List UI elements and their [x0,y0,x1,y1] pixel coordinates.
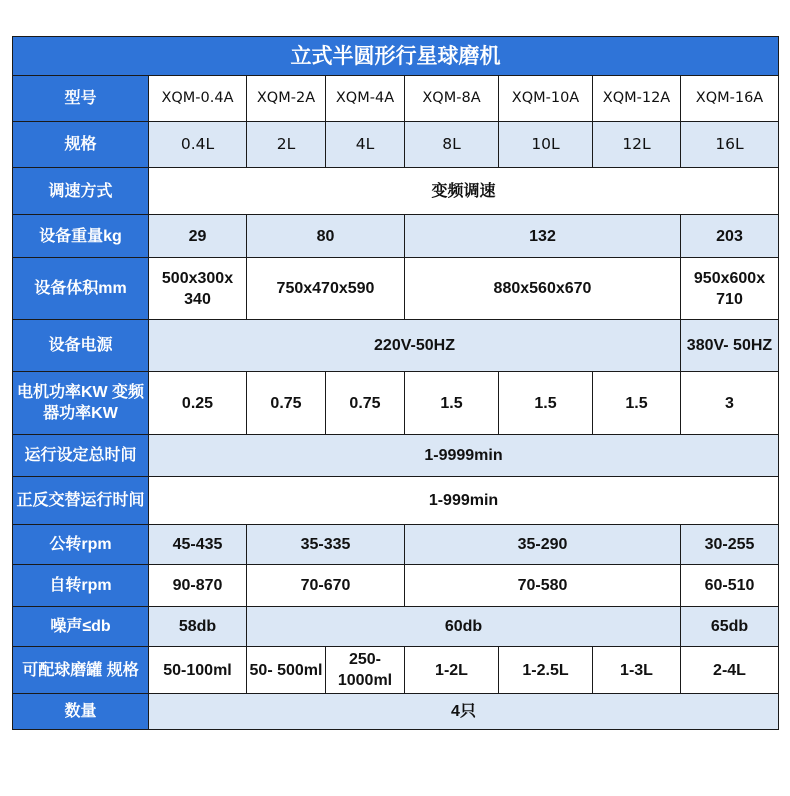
row-label: 设备重量kg [13,215,149,258]
cell: XQM-2A [247,76,326,122]
row-label: 设备电源 [13,320,149,372]
cell: 500x300x 340 [149,258,247,320]
cell: 1-3L [593,647,681,694]
row-label: 自转rpm [13,565,149,607]
cell: XQM-10A [499,76,593,122]
row-label: 噪声≤db [13,607,149,647]
cell: 250- 1000ml [326,647,405,694]
cell: 8L [405,122,499,168]
cell: 0.4L [149,122,247,168]
row-label: 规格 [13,122,149,168]
row-power [13,372,779,435]
cell: 35-290 [405,525,681,565]
cell: 10L [499,122,593,168]
cell: 950x600x 710 [681,258,779,320]
row-label: 型号 [13,76,149,122]
cell: 12L [593,122,681,168]
cell: XQM-16A [681,76,779,122]
row-weight [13,215,779,258]
title-row [13,37,779,76]
row-revolution [13,525,779,565]
row-noise [13,607,779,647]
row-spec [13,122,779,168]
cell: 变频调速 [149,168,779,215]
cell: 70-670 [247,565,405,607]
cell: XQM-8A [405,76,499,122]
cell: XQM-12A [593,76,681,122]
row-label: 数量 [13,694,149,730]
cell: 0.75 [326,372,405,435]
table-title: 立式半圆形行星球磨机 [13,37,779,76]
cell: 1-999min [149,477,779,525]
row-label: 电机功率KW 变频器功率KW [13,372,149,435]
cell: 0.75 [247,372,326,435]
cell: 65db [681,607,779,647]
cell: 35-335 [247,525,405,565]
spec-table [12,36,779,730]
cell: 60-510 [681,565,779,607]
row-label: 正反交替运行时间 [13,477,149,525]
cell: 29 [149,215,247,258]
cell: 750x470x590 [247,258,405,320]
cell: 4L [326,122,405,168]
cell: 60db [247,607,681,647]
row-model [13,76,779,122]
cell: 70-580 [405,565,681,607]
cell: 2-4L [681,647,779,694]
cell: 1.5 [499,372,593,435]
cell: 90-870 [149,565,247,607]
row-label: 设备体积mm [13,258,149,320]
cell: 50- 500ml [247,647,326,694]
row-power-supply [13,320,779,372]
row-jar [13,647,779,694]
row-speed-mode [13,168,779,215]
cell: 80 [247,215,405,258]
cell: 880x560x670 [405,258,681,320]
row-quantity [13,694,779,730]
cell: 132 [405,215,681,258]
row-volume [13,258,779,320]
cell: 1-2.5L [499,647,593,694]
row-label: 公转rpm [13,525,149,565]
cell: 220V-50HZ [149,320,681,372]
row-alt-time [13,477,779,525]
row-label: 可配球磨罐 规格 [13,647,149,694]
row-total-time [13,435,779,477]
spec-table-wrapper [12,36,778,730]
cell: XQM-4A [326,76,405,122]
cell: 1-2L [405,647,499,694]
cell: 203 [681,215,779,258]
cell: 3 [681,372,779,435]
row-label: 调速方式 [13,168,149,215]
cell: 16L [681,122,779,168]
cell: XQM-0.4A [149,76,247,122]
row-label: 运行设定总时间 [13,435,149,477]
cell: 50-100ml [149,647,247,694]
cell: 30-255 [681,525,779,565]
row-rotation [13,565,779,607]
cell: 0.25 [149,372,247,435]
cell: 1.5 [593,372,681,435]
cell: 58db [149,607,247,647]
cell: 380V- 50HZ [681,320,779,372]
cell: 1-9999min [149,435,779,477]
cell: 45-435 [149,525,247,565]
cell: 4只 [149,694,779,730]
cell: 1.5 [405,372,499,435]
cell: 2L [247,122,326,168]
